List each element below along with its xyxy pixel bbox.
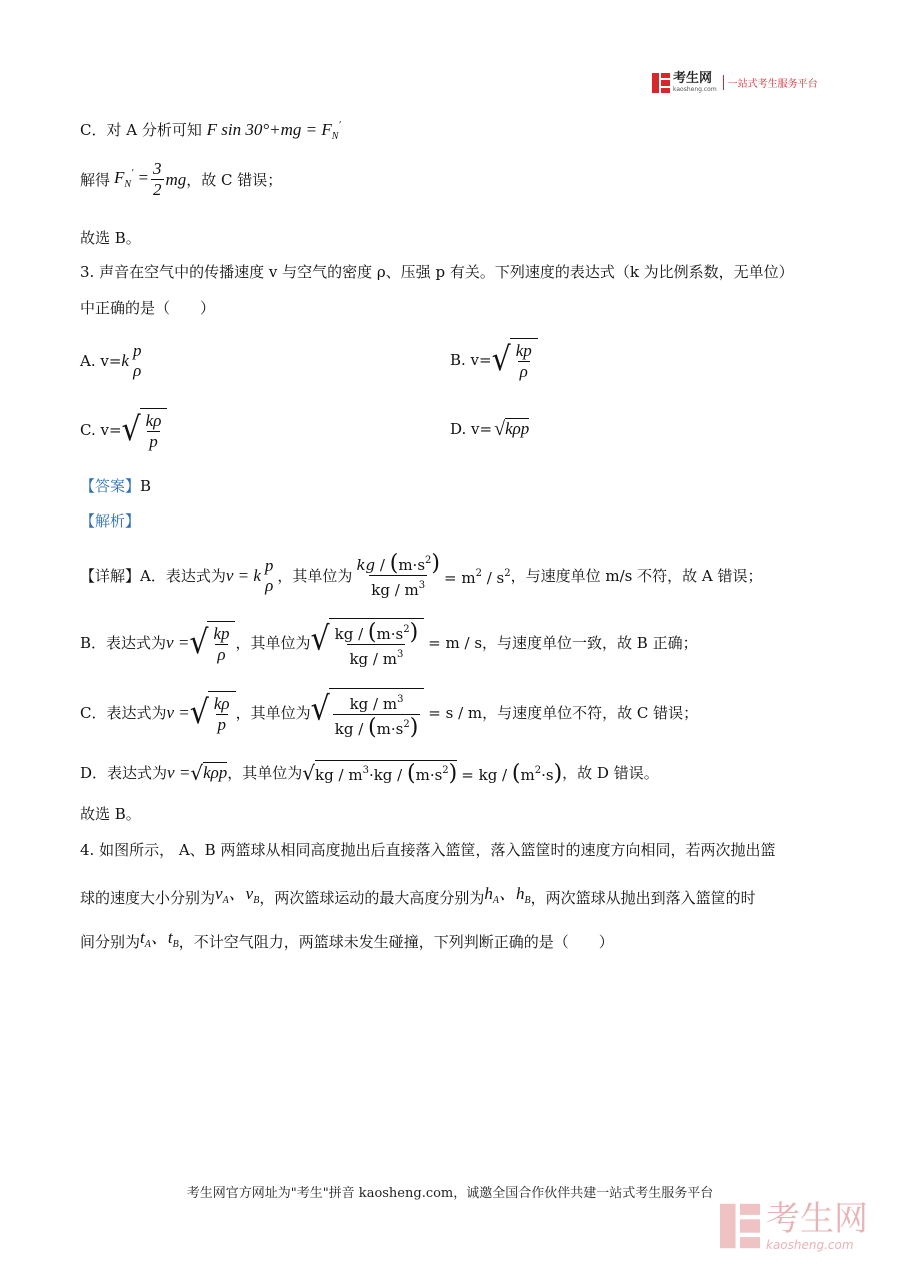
detail-b-text1: B．表达式为: [80, 634, 167, 652]
q4-line2: 球的速度大小分别为 $v_A$、$v_B$ ，两次篮球运动的最大高度分别为 $h_A$、$h_B$ ，两次篮球从抛出到落入篮筐的时: [80, 884, 756, 907]
detail-a-text3: ，与速度单位 m/s 不符，故 A 错误；: [510, 566, 763, 585]
q3-option-a-frac: p ρ: [132, 341, 142, 380]
detail-d-text3: ，故 D 错误。: [562, 763, 659, 782]
logo-slogan: 一站式考生服务平台: [723, 75, 818, 90]
logo-name: 考生网: [673, 71, 713, 86]
prev-c-label: C．对 A 分析可知: [80, 121, 202, 139]
prev-frac-num: 3: [153, 159, 162, 178]
prev-frac-den: 2: [153, 180, 162, 199]
q3-stem-line1: 3. 声音在空气中的传播速度 v 与空气的密度 ρ、压强 p 有关。下列速度的表达式（k 为比例系数，无单位）: [80, 263, 794, 281]
q3-option-b[interactable]: [450, 338, 538, 382]
watermark-name: 考生网: [766, 1199, 868, 1239]
q3-detail-a: 【详解】 A．表达式为 v = k p ρ ，其单位为 $\frac{kg / (m\cdot s^2)}{kg / m^3}$ = $m^2 / s^2$ ，与速度单位 m/s 不符，故 A 错误；: [80, 551, 763, 599]
q3-option-a-label: A. v=: [80, 352, 122, 370]
q3-detail-c: C．表达式为 v = √ $\frac{k\rho}{p}$ ，其单位为 √ $\frac{kg / m^3}{kg / (m\cdot s^2)}$ = s / m ，与速度单位不符，故 C 错误；: [80, 689, 699, 740]
detail-b-text3: ，与速度单位一致，故 B 正确；: [482, 634, 698, 652]
q3-option-d-label: D. v=: [450, 419, 493, 438]
detail-a-text1: A．表达式为: [140, 566, 226, 585]
watermark-logo-icon: [720, 1202, 760, 1250]
q3-option-b-label: B. v=: [450, 351, 492, 369]
q3-option-d-body: kρp: [505, 419, 530, 438]
prev-c-formula-text: F sin 30°+mg = F: [206, 120, 332, 139]
q3-detail-b: B．表达式为 v = √ $\frac{kp}{\rho}$ ，其单位为 √ $\frac{kg / (m\cdot s^2)}{kg / m^3}$ = m / s ，与速度单位一致，故 B 正确；: [80, 619, 698, 668]
q3-option-d-rad: √: [494, 417, 506, 440]
q3-option-c[interactable]: [80, 408, 167, 452]
detail-a-text2: ，其单位为: [277, 566, 353, 585]
detail-c-text2: ，其单位为: [235, 704, 311, 722]
q3-choose: 故选 B。: [80, 805, 141, 823]
q3-option-c-label: C. v=: [80, 421, 122, 439]
detail-tag: 【详解】: [80, 566, 141, 585]
q4-line3-a: 间分别为: [80, 932, 141, 951]
q4-line3-b: ，不计空气阻力，两篮球未发生碰撞，下列判断正确的是（ ）: [178, 932, 614, 951]
detail-d-text1: D．表达式为: [80, 763, 168, 782]
detail-c-text1: C．表达式为: [80, 704, 167, 722]
prev-solve-suffix: ，故 C 错误；: [186, 170, 283, 189]
footer-text: 考生网官方网址为"考生"拼音 kaosheng.com，诚邀全国合作伙伴共建一站式考生服务平台: [186, 1186, 714, 1201]
logo-domain: kaosheng.com: [673, 86, 717, 93]
prev-solve-mg: mg: [165, 169, 187, 189]
q3-option-d[interactable]: [450, 418, 529, 439]
q4-line3: 间分别为 $t_A$、$t_B$ ，不计空气阻力，两篮球未发生碰撞，下列判断正确的是（ ）: [80, 928, 614, 951]
prev-solve-line: [80, 160, 282, 199]
q4-line2-c: ，两次篮球从抛出到落入篮筐的时: [530, 888, 756, 907]
prev-solve-prefix: 解得: [80, 170, 111, 189]
q3-detail-d: D．表达式为 v = √ kρp ，其单位为 √ kg / $m^3\cdot kg / (m\cdot s^2)$ = kg / $(m^2\cdot s)$ ，故 D 错误。: [80, 760, 659, 786]
watermark-domain: kaosheng.com: [766, 1238, 854, 1252]
answer-tag: 【答案】: [80, 477, 141, 495]
prev-c-formula: F $\sin 30^\circ+mg = F_N'$: [206, 120, 341, 142]
prev-choose: 故选 B。: [80, 229, 141, 247]
prev-solve-fraction: [151, 160, 164, 199]
q3-answer: [80, 476, 151, 496]
q4-line2-b: ，两次篮球运动的最大高度分别为: [259, 888, 485, 907]
q3-option-a[interactable]: A. v= k p ρ: [80, 341, 142, 380]
detail-b-text2: ，其单位为: [235, 634, 311, 652]
q4-line1: 4. 如图所示， A、B 两篮球从相同高度抛出后直接落入篮筐，落入篮筐时的速度方向相同，若两次抛出篮: [80, 841, 776, 859]
q3-analysis-tag: 【解析】: [80, 512, 141, 530]
detail-c-text3: ，与速度单位不符，故 C 错误；: [482, 704, 699, 722]
footer-watermark: [720, 1200, 868, 1252]
q3-option-c-sqrt: √ $\frac{k\rho}{p}$: [122, 408, 168, 452]
prev-line-c: [80, 116, 341, 147]
q3-option-b-sqrt: √ $\frac{kp}{\rho}$: [492, 338, 538, 382]
answer-value: B: [140, 477, 152, 495]
q3-stem-line2: 中正确的是（ ）: [80, 299, 216, 317]
header-logo: [652, 72, 818, 93]
prev-solve-lhs: $F_N'$ =: [114, 168, 149, 190]
kaosheng-logo-icon: [652, 73, 670, 93]
q4-line2-a: 球的速度大小分别为: [80, 888, 216, 907]
detail-d-text2: ，其单位为: [227, 763, 303, 782]
